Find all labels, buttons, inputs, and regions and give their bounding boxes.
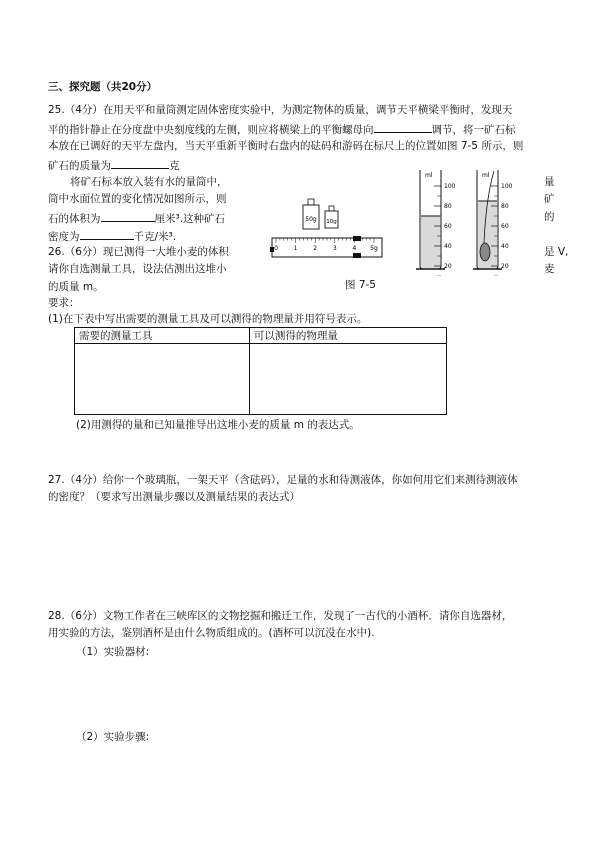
- q26-line3: 的质量 m。: [48, 281, 104, 293]
- cylinder-tick-label: 100: [444, 183, 456, 190]
- q26-line1: 26.（6分）现已测得一大堆小麦的体积: [48, 246, 229, 258]
- section-title: 三、探究题（共20分）: [48, 81, 158, 93]
- table-cell-quantities[interactable]: [249, 344, 446, 415]
- q25-line8-text-b: 千克/米³.: [133, 231, 177, 243]
- q25-line8-text-a: 密度为: [48, 231, 80, 243]
- cylinder-tick-label: 100: [501, 183, 513, 190]
- table-row: [75, 344, 447, 415]
- q25-line8: [48, 228, 176, 244]
- weight-50g: [303, 199, 319, 229]
- table-header-quantities: 可以测得的物理量: [249, 328, 446, 344]
- q28-line2: 用实验的方法，鉴别酒杯是由什么物质组成的。(酒杯可以沉没在水中).: [48, 627, 375, 639]
- answer-blank-density[interactable]: [80, 228, 134, 240]
- cylinder-tick-label: 20: [444, 263, 452, 270]
- weight-10g: [325, 206, 338, 228]
- q28-item2: （2）实验步骤:: [76, 731, 150, 743]
- answer-blank-volume[interactable]: [101, 210, 155, 222]
- ruler-tick-label: 5g: [370, 245, 378, 252]
- q25-line7-text-b: 厘米³.这种矿石: [154, 213, 226, 225]
- q27-line1: 27.（4分）给你一个玻璃瓶，一架天平（含砝码），足量的水和待测液体，你如何用它们来测待测液体: [48, 474, 518, 486]
- table-header-row: [75, 328, 447, 344]
- figure-7-5: [262, 168, 522, 276]
- q26-requirement: 要求：: [48, 297, 80, 309]
- q25-line4-text-b: 克: [169, 160, 180, 172]
- answer-blank-mass[interactable]: [111, 157, 169, 169]
- q26-part2: (2)用测得的量和已知量推导出这堆小麦的质量 m 的表达式。: [76, 419, 360, 431]
- table-header-tools: 需要的测量工具: [75, 328, 250, 344]
- table-cell-tools[interactable]: [75, 344, 250, 415]
- q25-line5-right: 量: [544, 176, 555, 188]
- q28-line1: 28.（6分）文物工作者在三峡库区的文物挖掘和搬迁工作，发现了一古代的小酒杯．请你自选器材，: [48, 610, 513, 622]
- q26-line1-right: 是 V,: [544, 246, 569, 258]
- cylinder-tick-label: 40: [444, 243, 452, 250]
- q25-line1: 25.（4分）在用天平和量筒测定固体密度实验中，为测定物体的质量，调节天平横梁平衡时，发现天: [48, 104, 513, 116]
- cylinder-tick-label: 40: [501, 243, 509, 250]
- weight-10g-label: 10g: [326, 219, 337, 225]
- figure-caption: 图 7-5: [345, 279, 376, 291]
- balance-ruler: [270, 236, 382, 258]
- q25-line2: [48, 121, 516, 137]
- q25-line7-right: 的: [544, 211, 555, 223]
- weight-50g-label: 50g: [305, 216, 317, 223]
- ruler-tick-label: 2: [313, 245, 318, 252]
- graduated-cylinder-after: [473, 170, 513, 276]
- cylinder-tick-label: 60: [501, 223, 509, 230]
- q25-line6-right: 矿: [544, 193, 555, 205]
- q25-line3: 本放在已调好的天平左盘内，当天平重新平衡时右盘内的砝码和游码在标尺上的位置如图 7-5 所示，则: [48, 140, 524, 152]
- ruler-tick-label: 0: [274, 245, 278, 252]
- cylinder-tick-label: 80: [501, 203, 509, 210]
- q25-line4-text-a: 矿石的质量为: [48, 160, 111, 172]
- cylinder-unit-label: ml: [425, 172, 433, 179]
- q27-line2: 的密度？（要求写出测量步骤以及测量结果的表达式）: [48, 491, 300, 503]
- q25-line2-text-a: 平的指针静止在分度盘中央刻度线的左侧，则应将横梁上的平衡螺母向: [48, 124, 374, 136]
- cylinder-tick-label: 20: [501, 263, 509, 270]
- q26-line2-right: 麦: [544, 263, 555, 275]
- q26-line2: 请你自选测量工具，设法估测出这堆小: [48, 263, 227, 275]
- ruler-tick-label: 3: [332, 245, 337, 252]
- cylinder-tick-label: 80: [444, 203, 452, 210]
- q28-item1: （1）实验器材:: [76, 646, 150, 658]
- ruler-tick-label: 1: [293, 245, 298, 252]
- q26-part1: (1)在下表中写出需要的测量工具及可以测得的物理量并用符号表示。: [48, 313, 368, 325]
- answer-blank-direction[interactable]: [374, 121, 432, 133]
- cylinder-tick-label: 60: [444, 223, 452, 230]
- ruler-tick-label: 4: [352, 245, 357, 252]
- graduated-cylinder-before: [416, 170, 456, 276]
- q25-line4: [48, 157, 180, 173]
- q25-line7: [48, 210, 225, 226]
- measurement-table: [74, 327, 447, 415]
- q25-line5: 将矿石标本放入装有水的量筒中，: [70, 176, 228, 188]
- q25-line7-text-a: 石的体积为: [48, 213, 101, 225]
- q25-line6: 筒中水面位置的变化情况如图所示，则: [48, 193, 227, 205]
- q25-line2-text-b: 调节，将一矿石标: [431, 124, 516, 136]
- cylinder-unit-label-2: ml: [482, 172, 490, 179]
